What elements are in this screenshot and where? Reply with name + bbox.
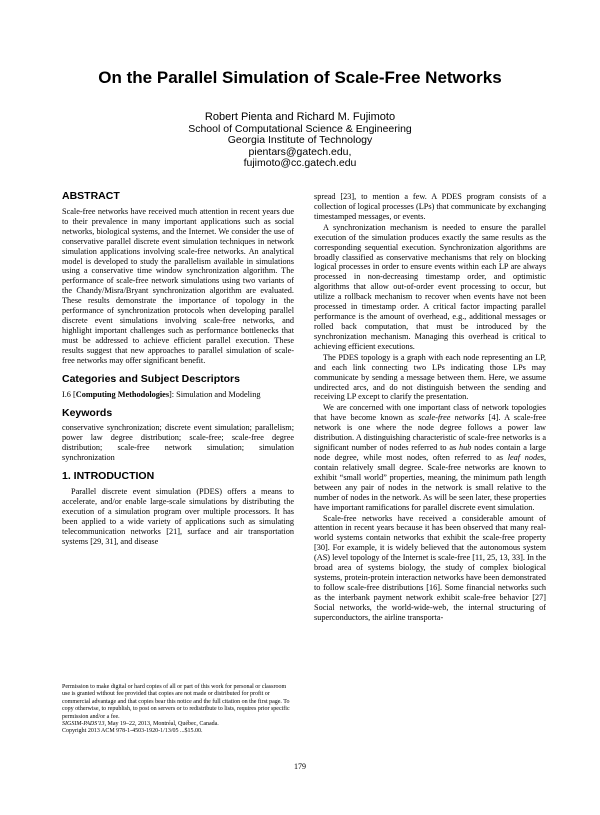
paper-title: On the Parallel Simulation of Scale-Free Networks [98, 68, 502, 87]
abstract-text: Scale-free networks have received much attention in recent years due to their prevalence in many important applications such as social networks, biological systems, and the Internet. We consider the use of conservative parallel discrete event simulation techniques in network simulation applications involving scale-free networks. An analytical model is developed to study the parallelism available in simulations using a conservative time window synchronization algorithm. The performance of scale-free network simulations using two variants of the Chandy/Misra/Bryant synchronization algorithm are evaluated. These results demonstrate the importance of topology in the performance of synchronization protocols when developing parallel discrete event simulations involving scale-free networks, and highlight important challenges such as performance bottlenecks that must be addressed to achieve efficient parallel execution. These results suggest that new approaches to parallel simulation of scale-free networks may offer significant benefit. [62, 206, 294, 365]
author-block [0, 112, 600, 170]
permission-text: Permission to make digital or hard copies of all or part of this work for personal or classroom use is granted without fee provided that copies are not made or distributed for profit or commercial advantage and that copies bear this notice and the full citation on the first page. To copy otherwise, to republish, to post on servers or to redistribute to lists, requires prior specific permission and/or a fee. [62, 684, 290, 720]
categories-text: I.6 [Computing Methodologies]: Simulation and Modeling [62, 389, 261, 399]
body-paragraph: We are concerned with one important class of network topologies that have become known as scale-free networks [4]. A scale-free network is one where the node degree follows a power law distribution. A distinguishing characteristic of scale-free networks is a significant number of nodes referred to as hub nodes contain a large node degree, while most nodes, often referred to as leaf nodes, contain relatively small degree. Scale-free networks are known to exhibit “small world” properties, meaning, the minimum path length between any pair of nodes in the network is small relative to the number of nodes in the network. As will be seen later, these properties have important ramifications for parallel discrete event simulation. [314, 403, 547, 512]
author-names: Robert Pienta and Richard M. Fujimoto [204, 111, 396, 123]
introduction-heading: 1. INTRODUCTION [62, 470, 155, 483]
author-email: fujimoto@cc.gatech.edu [243, 157, 357, 169]
categories-heading: Categories and Subject Descriptors [62, 372, 240, 385]
keywords-heading: Keywords [62, 406, 113, 419]
author-institution: Georgia Institute of Technology [227, 134, 373, 146]
keywords-text: conservative synchronization; discrete event simulation; parallelism; power law degree distribution; scale-free; scale-free degree distribution; scale-free network simulation; simulation synchronization [62, 423, 294, 463]
body-paragraph: spread [23], to mention a few. A PDES program consists of a collection of logical processes (LPs) that communicate by exchanging timestamped messages, or events. [314, 192, 546, 221]
page-number: 179 [294, 762, 306, 771]
author-affiliation: School of Computational Science & Engineering [188, 122, 412, 135]
body-paragraph: The PDES topology is a graph with each node representing an LP, and each link connecting two LPs indicating those LPs may communicate by sending a message between them. Here, we assume undirected arcs, and do not distinguish between the sending and receiving LP except to clarify the presentation. [314, 352, 546, 402]
copyright-line: Copyright 2013 ACM 978-1-4503-1920-1/13/05 ...$15.00. [62, 728, 203, 735]
abstract-heading: ABSTRACT [62, 190, 120, 202]
body-paragraph: A synchronization mechanism is needed to ensure the parallel execution of the simulation produces exactly the same results as the corresponding sequential execution. Synchronization algorithms are broadly classified as conservative mechanisms that rely on blocking logical processes in order to ensure events within each LP are always processed in non-decreasing timestamp order, and optimistic algorithms that allow out-of-order event processing to occur, but utilize a rollback mechanism to recover when events have not been processed in timestamp order. A critical factor impacting parallel performance is the amount of overhead, e.g., additional messages or rolled back computation, that must be introduced by the synchronization mechanism. Managing this overhead is critical to achieving efficient executions. [314, 222, 546, 351]
body-paragraph: Scale-free networks have received a considerable amount of attention in recent years because it has been observed that many real-world systems contain networks that exhibit the scale-free property [30]. For example, it is widely believed that the autonomous system (AS) level topology of the Internet is scale-free [11, 25, 13, 33]. In the broad area of systems biology, the study of complex biological systems, protein-protein interaction networks have been demonstrated to follow scale-free distributions [16]. Some financial networks such as the interbank payment network exhibit scale-free behavior [27] Social networks, the world-wide-web, the internal structuring of superconductors, the airline transporta- [314, 513, 546, 622]
permission-notice [62, 684, 294, 736]
introduction-paragraph: Parallel discrete event simulation (PDES) offers a means to accelerate, and/or enable large-scale simulations by distributing the execution of a simulation program over multiple processors. It has been applied to a wide variety of applications such as simulating telecommunication networks [21], surface and air transportation systems [29, 31], and disease [62, 487, 294, 546]
left-column [62, 192, 294, 547]
author-email: pientars@gatech.edu, [248, 145, 352, 158]
venue-line: SIGSIM-PADS'13, May 19–22, 2013, Montréal, Québec, Canada. [62, 721, 219, 728]
right-column [314, 192, 546, 623]
